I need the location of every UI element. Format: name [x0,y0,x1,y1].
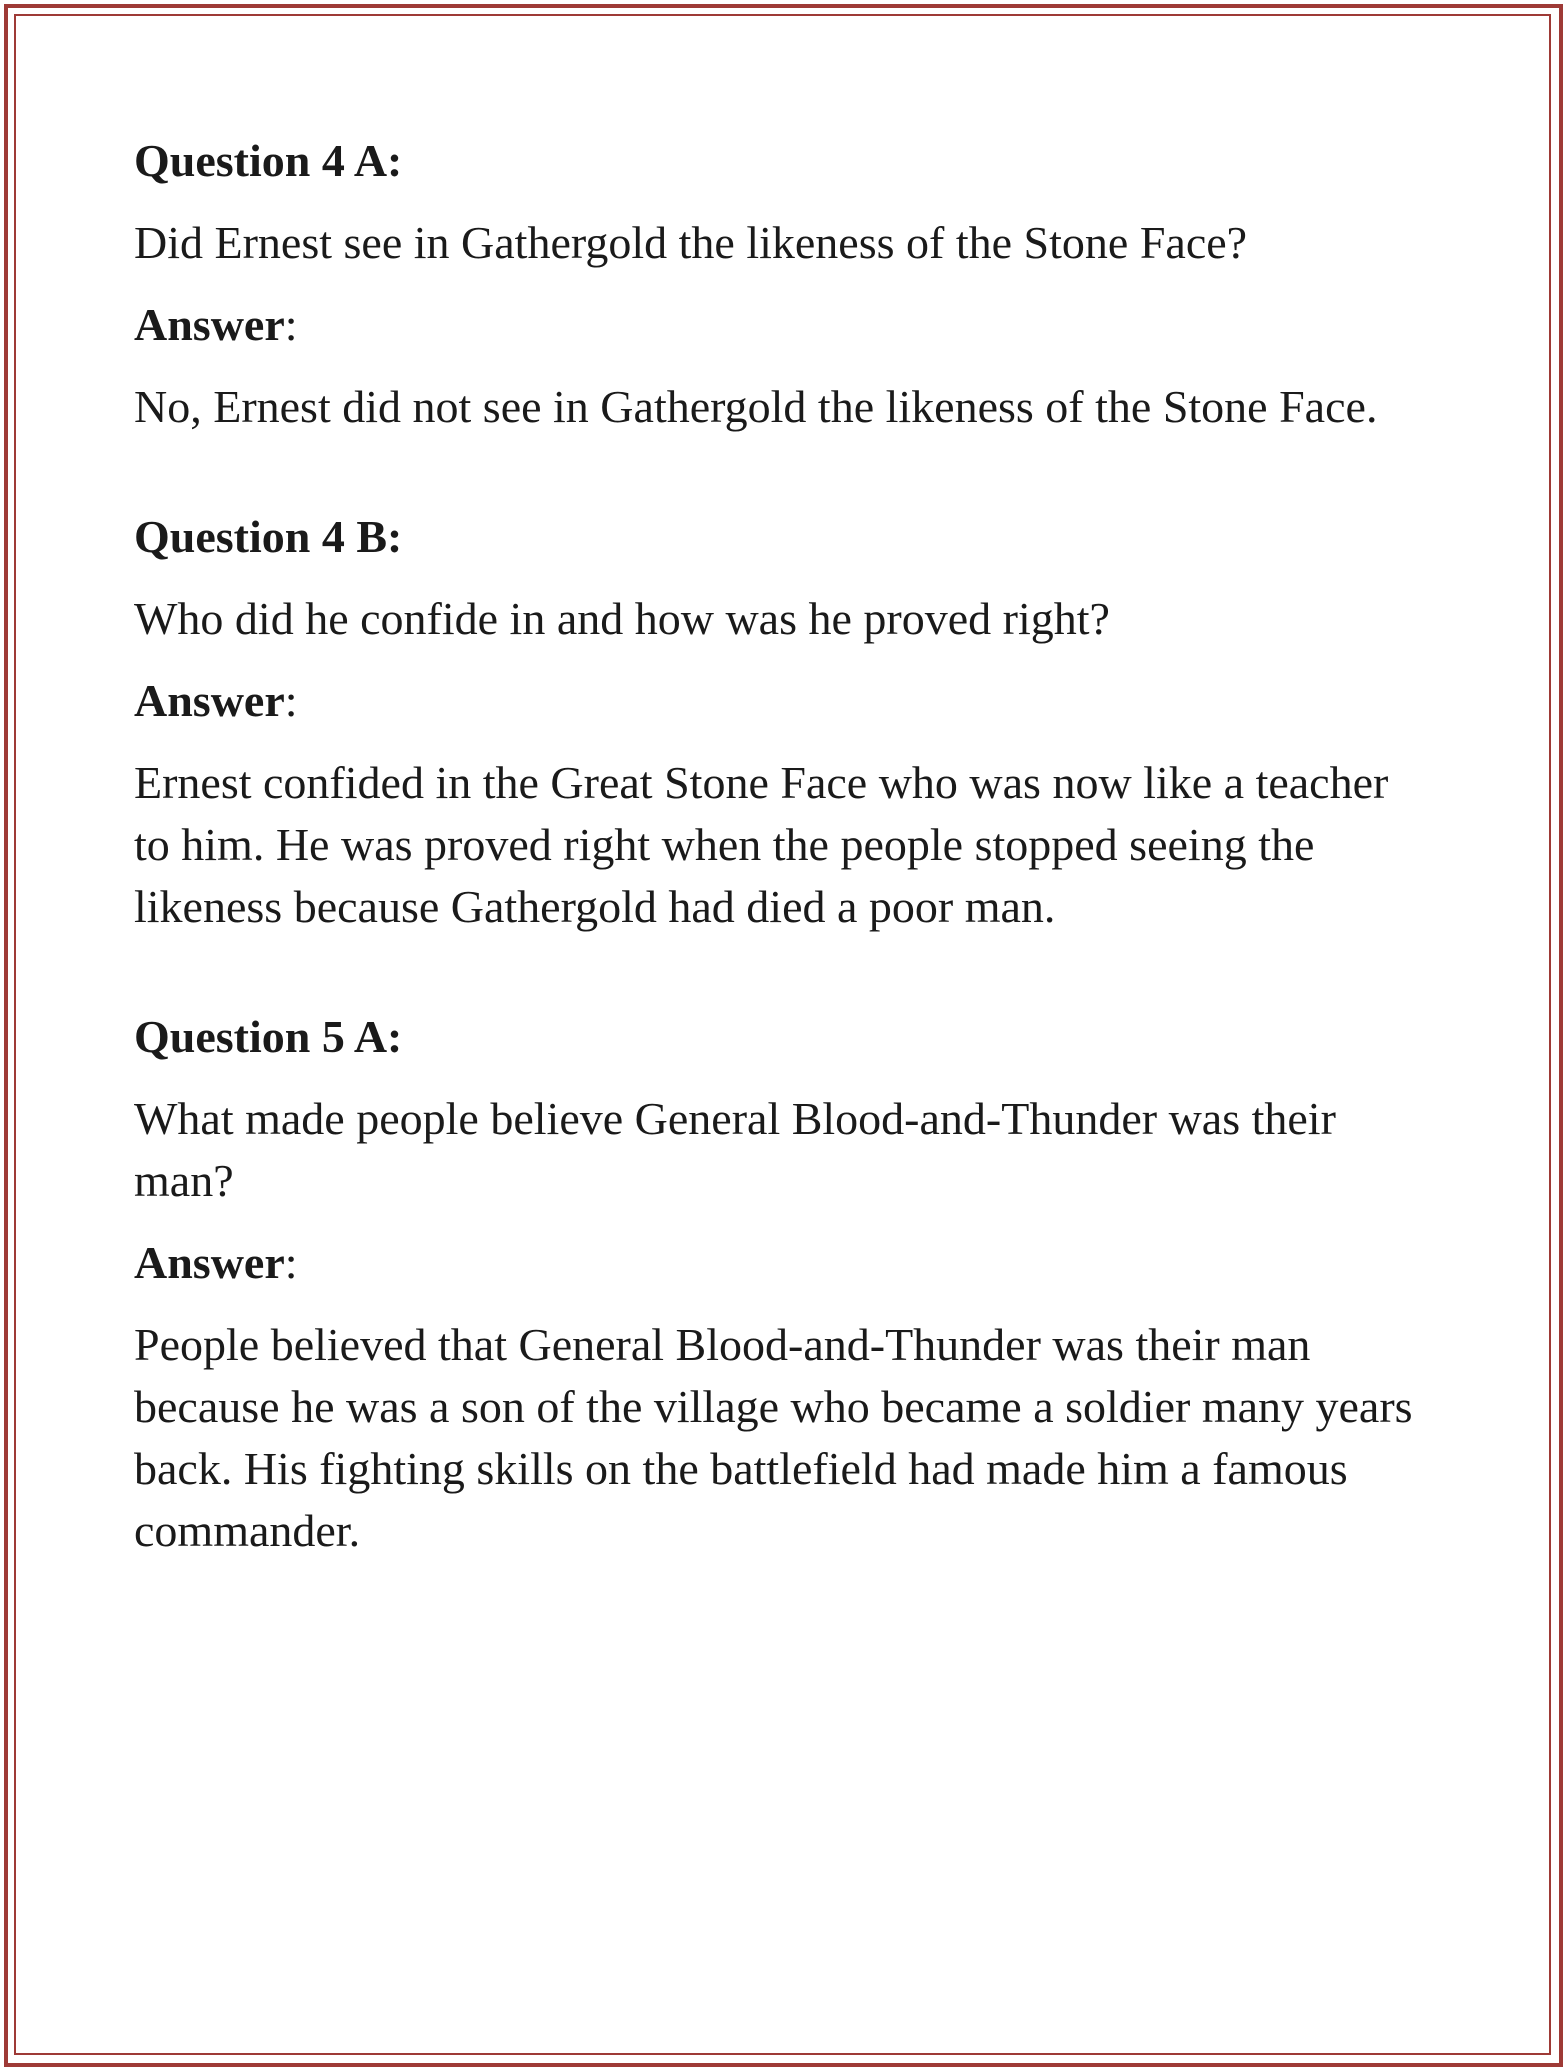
answer-text: People believed that General Blood-and-Thunder was their man because he was a son of the village who became a soldier many years back. His fighting skills on the battlefield had made him a famous commander. [134,1319,1413,1556]
document-content [134,130,1434,1562]
answer-label-colon: : [284,675,298,726]
question-heading: Question 4 B: [134,511,403,562]
question-text: Did Ernest see in Gathergold the likeness of the Stone Face? [134,217,1248,268]
qa-block-4a [134,130,1434,438]
question-heading: Question 5 A: [134,1011,403,1062]
qa-block-4b [134,506,1434,938]
question-text: What made people believe General Blood-and-Thunder was their man? [134,1093,1336,1206]
answer-label-colon: : [284,1237,298,1288]
answer-label [134,670,1434,732]
answer-label [134,294,1434,356]
answer-text: Ernest confided in the Great Stone Face who was now like a teacher to him. He was proved right when the people stopped seeing the likeness because Gathergold had died a poor man. [134,757,1389,932]
answer-label-colon: : [284,299,298,350]
answer-label-word: Answer [134,675,285,726]
question-text: Who did he confide in and how was he proved right? [134,593,1110,644]
answer-label [134,1232,1434,1294]
question-heading: Question 4 A: [134,135,403,186]
qa-block-5a [134,1006,1434,1562]
answer-label-word: Answer [134,299,285,350]
answer-label-word: Answer [134,1237,285,1288]
answer-text: No, Ernest did not see in Gathergold the likeness of the Stone Face. [134,381,1378,432]
